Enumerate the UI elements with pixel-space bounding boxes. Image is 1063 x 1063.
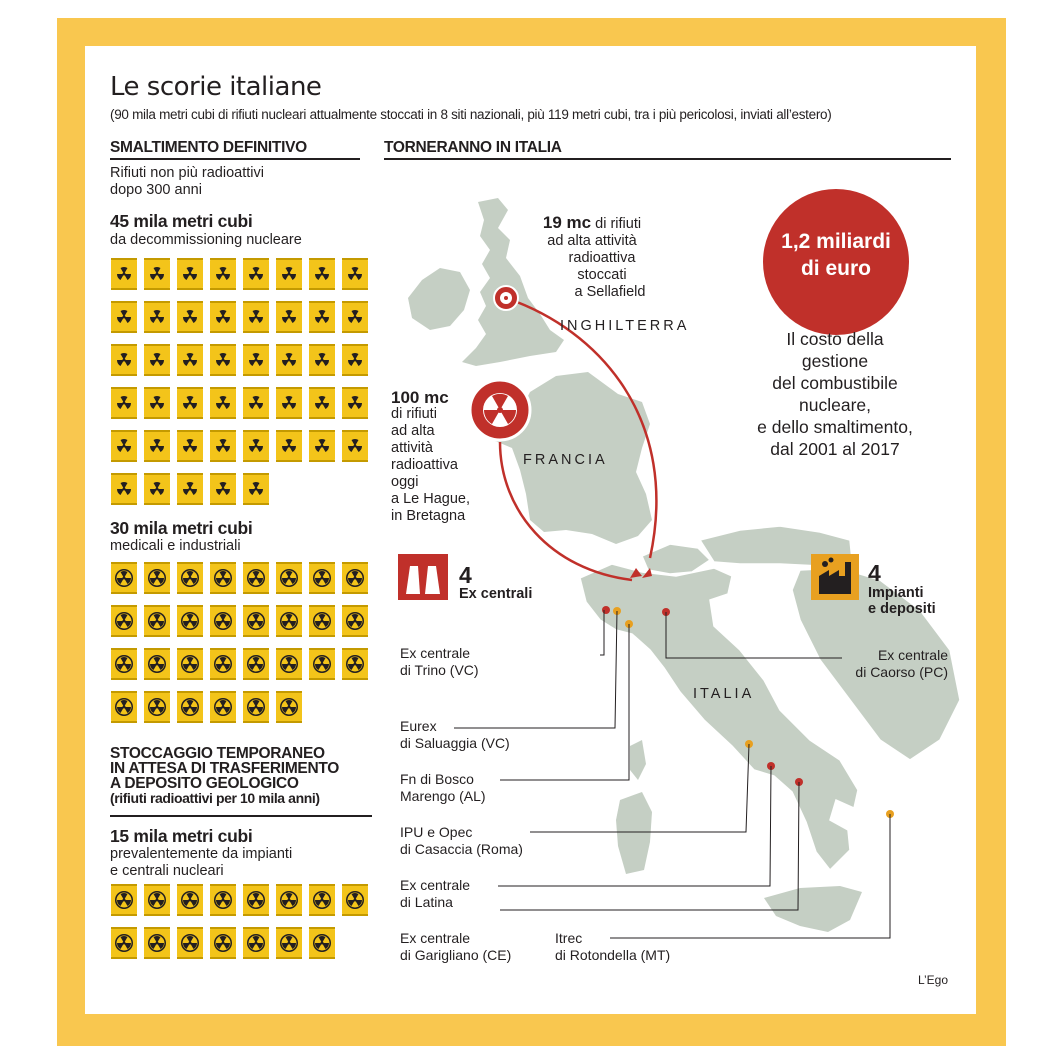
barrel-icon	[143, 646, 171, 687]
barrel-icon	[176, 560, 204, 601]
factory-icon	[811, 554, 859, 600]
barrel-icon	[110, 560, 138, 601]
barrel-icon	[176, 299, 204, 340]
barrel-icon	[275, 256, 303, 297]
ex-centrali-label: Ex centrali	[459, 586, 533, 602]
barrel-icon	[308, 882, 336, 923]
barrel-icon	[110, 646, 138, 687]
barrel-icon	[242, 342, 270, 383]
barrel-icon	[308, 925, 336, 966]
barrel-icon	[275, 385, 303, 426]
barrel-icon	[209, 689, 237, 730]
barrel-icon	[176, 428, 204, 469]
barrel-icon	[110, 342, 138, 383]
barrel-icon	[242, 471, 270, 512]
site-dot-trino	[602, 606, 610, 614]
lehague-text: 100 mc di rifiuti ad alta attività radioattiva oggi a Le Hague, in Bretagna	[391, 388, 471, 524]
page-subtitle: (90 mila metri cubi di rifiuti nucleari attualmente stoccati in 8 siti nazionali, più 119 metri cubi, tra i più pericolosi, inviati all’estero)	[110, 107, 832, 122]
sellafield-text: 19 mc di rifiuti ad alta attività radioattiva stoccati a Sellafield	[542, 213, 646, 300]
barrel-icon	[275, 299, 303, 340]
barrel-icon	[242, 603, 270, 644]
label-inghilterra: INGHILTERRA	[560, 318, 690, 334]
barrel-icon	[209, 299, 237, 340]
heading-rule-left	[110, 158, 360, 160]
barrel-icon	[143, 385, 171, 426]
barrel-icon	[143, 256, 171, 297]
barrel-icon	[209, 385, 237, 426]
page-title: Le scorie italiane	[110, 72, 322, 102]
barrel-icon	[143, 428, 171, 469]
barrel-icon	[341, 882, 369, 923]
label-italia: ITALIA	[693, 686, 755, 702]
barrel-icon	[275, 646, 303, 687]
barrel-icon	[275, 882, 303, 923]
barrel-icon	[209, 560, 237, 601]
group3-desc-2: e centrali nucleari	[110, 863, 224, 879]
barrel-icon	[308, 560, 336, 601]
barrel-icon	[308, 299, 336, 340]
barrel-icon	[275, 925, 303, 966]
sardinia-shape	[616, 792, 652, 874]
barrel-icon	[176, 925, 204, 966]
intro-line-1: Rifiuti non più radioattivi	[110, 165, 264, 181]
barrel-icon	[275, 342, 303, 383]
heading-rule-storage	[110, 815, 372, 817]
barrel-icon	[308, 256, 336, 297]
barrel-icon	[308, 385, 336, 426]
barrel-icon	[176, 342, 204, 383]
barrel-icon	[209, 428, 237, 469]
barrel-icon	[242, 256, 270, 297]
barrel-icon	[341, 256, 369, 297]
group1-desc: da decommissioning nucleare	[110, 232, 302, 248]
barrel-icon	[341, 646, 369, 687]
barrel-icon	[176, 256, 204, 297]
ex-centrali-icon	[398, 554, 448, 600]
site-label-trino: Ex centrale di Trino (VC)	[400, 645, 479, 678]
sellafield-marker	[494, 286, 518, 310]
barrel-icon	[110, 471, 138, 512]
barrel-icon	[341, 342, 369, 383]
barrel-icon	[308, 646, 336, 687]
barrel-icon	[110, 428, 138, 469]
barrel-icon	[275, 560, 303, 601]
cost-badge-text: 1,2 miliardi di euro	[781, 230, 891, 280]
barrel-icon	[143, 882, 171, 923]
group2-desc: medicali e industriali	[110, 538, 241, 554]
group1-amount: 45 mila metri cubi	[110, 211, 253, 231]
barrel-icon	[242, 689, 270, 730]
heading-rule-right	[384, 158, 951, 160]
impianti-count: 4	[868, 560, 881, 586]
barrel-icon	[110, 603, 138, 644]
barrel-icon	[176, 603, 204, 644]
barrel-icon	[242, 925, 270, 966]
site-label-caorso: Ex centrale di Caorso (PC)	[855, 647, 948, 680]
barrel-icon	[110, 689, 138, 730]
barrel-icon	[242, 882, 270, 923]
barrel-icon	[110, 385, 138, 426]
group3-amount: 15 mila metri cubi	[110, 826, 253, 846]
label-francia: FRANCIA	[523, 452, 608, 468]
site-label-bosco: Fn di Bosco Marengo (AL)	[400, 771, 486, 804]
barrel-icon	[209, 646, 237, 687]
barrel-icon	[308, 342, 336, 383]
barrel-icon	[110, 299, 138, 340]
ex-centrali-count: 4	[459, 562, 472, 588]
barrel-icon	[242, 560, 270, 601]
barrel-icon	[209, 925, 237, 966]
barrel-icon	[110, 256, 138, 297]
barrel-icon	[176, 882, 204, 923]
barrel-icon	[143, 299, 171, 340]
site-label-latina: Ex centrale di Latina	[400, 877, 471, 910]
group3-desc-1: prevalentemente da impianti	[110, 846, 293, 862]
barrel-icon	[143, 925, 171, 966]
barrel-icon	[341, 385, 369, 426]
barrel-icon	[308, 603, 336, 644]
site-label-garigliano: Ex centrale di Garigliano (CE)	[400, 930, 512, 963]
barrel-icon	[176, 471, 204, 512]
heading-smaltimento: SMALTIMENTO DEFINITIVO	[110, 139, 307, 156]
barrel-icon	[242, 428, 270, 469]
intro-line-2: dopo 300 anni	[110, 182, 202, 198]
leader-garigliano	[500, 782, 799, 910]
barrel-icon	[275, 603, 303, 644]
heading-torneranno: TORNERANNO IN ITALIA	[384, 139, 562, 156]
lehague-marker	[470, 380, 530, 440]
barrel-icon	[341, 560, 369, 601]
impianti-label: Impianti e depositi	[868, 585, 936, 617]
credit: L’Ego	[918, 973, 949, 987]
barrel-icon	[143, 603, 171, 644]
barrel-icon	[209, 471, 237, 512]
barrel-icon	[242, 299, 270, 340]
barrel-icon	[143, 471, 171, 512]
barrel-icon	[143, 689, 171, 730]
barrel-icon	[242, 385, 270, 426]
ireland-shape	[408, 268, 470, 330]
barrel-icon	[143, 560, 171, 601]
barrel-icon	[176, 646, 204, 687]
barrel-icon	[341, 299, 369, 340]
barrel-icon	[308, 428, 336, 469]
leader-bosco	[500, 624, 629, 780]
barrel-icon	[143, 342, 171, 383]
barrel-icon	[341, 428, 369, 469]
sicily-shape	[764, 886, 862, 932]
barrel-icon	[110, 925, 138, 966]
storage-heading: STOCCAGGIO TEMPORANEO IN ATTESA DI TRASFERIMENTO A DEPOSITO GEOLOGICO (rifiuti radioattivi per 10 mila anni)	[110, 745, 340, 806]
barrel-icon	[176, 689, 204, 730]
site-label-eurex: Eurex di Saluaggia (VC)	[400, 718, 510, 751]
barrel-icon	[275, 428, 303, 469]
cost-description: Il costo della gestione del combustibile nucleare, e dello smaltimento, dal 2001 al 2017	[757, 329, 913, 459]
corsica-shape	[630, 740, 646, 780]
barrel-icon	[209, 256, 237, 297]
barrel-icon	[275, 689, 303, 730]
barrel-icon	[242, 646, 270, 687]
barrel-icon	[209, 342, 237, 383]
site-label-itrec: Itrec di Rotondella (MT)	[555, 930, 671, 963]
barrel-icon	[209, 603, 237, 644]
barrel-icon	[209, 882, 237, 923]
barrel-icon	[341, 603, 369, 644]
barrel-icon	[176, 385, 204, 426]
site-label-casaccia: IPU e Opec di Casaccia (Roma)	[400, 824, 523, 857]
group2-amount: 30 mila metri cubi	[110, 518, 253, 538]
barrel-icon	[110, 882, 138, 923]
